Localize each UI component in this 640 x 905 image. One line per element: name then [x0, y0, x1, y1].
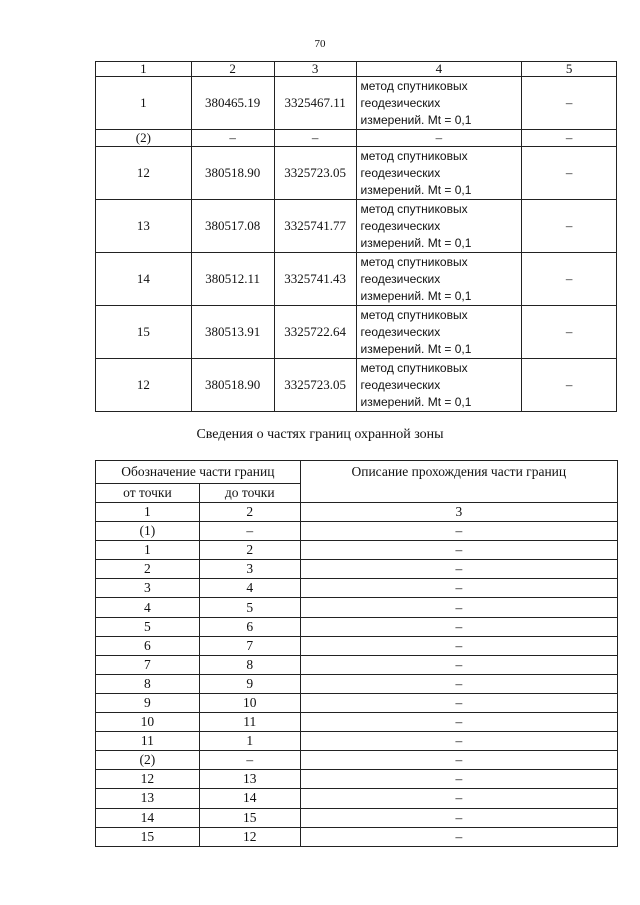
- table-row: [96, 77, 617, 130]
- table-row: [96, 130, 617, 147]
- from-point: 5: [96, 617, 200, 636]
- column-header: 4: [356, 62, 522, 77]
- coordinate-y: 3325467.11: [274, 77, 356, 130]
- boundary-description: –: [300, 789, 617, 808]
- table-row: [96, 541, 618, 560]
- to-point: 15: [199, 808, 300, 827]
- coordinate-x: 380465.19: [191, 77, 274, 130]
- boundary-description: –: [300, 522, 617, 541]
- coordinate-x: 380512.11: [191, 253, 274, 306]
- boundary-description: –: [300, 560, 617, 579]
- boundary-description: –: [300, 674, 617, 693]
- point-number: 14: [96, 253, 192, 306]
- coordinate-x: 380518.90: [191, 359, 274, 412]
- table-header-row: [96, 62, 617, 77]
- accuracy-note: –: [522, 253, 617, 306]
- table-row: [96, 655, 618, 674]
- coordinate-y: 3325741.77: [274, 200, 356, 253]
- table-row: [96, 253, 617, 306]
- determination-method: [356, 253, 522, 306]
- boundary-description: –: [300, 693, 617, 712]
- section-title: Сведения о частях границ охранной зоны: [196, 427, 444, 442]
- to-point: –: [199, 522, 300, 541]
- from-point: (1): [96, 522, 200, 541]
- method-line: метод спутниковых: [360, 360, 468, 375]
- point-number: 12: [96, 359, 192, 412]
- point-number: 12: [96, 147, 192, 200]
- table-row: [96, 579, 618, 598]
- method-line: измерений. Mt = 0,1: [360, 112, 472, 127]
- point-number: 13: [96, 200, 192, 253]
- table-row: [96, 598, 618, 617]
- coordinate-x: 380518.90: [191, 147, 274, 200]
- method-line: метод спутниковых: [360, 78, 468, 93]
- column-number-row: [96, 503, 618, 522]
- coordinate-y: 3325741.43: [274, 253, 356, 306]
- from-point: 4: [96, 598, 200, 617]
- from-point: 15: [96, 827, 200, 846]
- determination-method: [356, 147, 522, 200]
- boundary-description: –: [300, 770, 617, 789]
- boundary-description: –: [300, 598, 617, 617]
- method-line: измерений. Mt = 0,1: [360, 288, 472, 303]
- boundary-description: –: [300, 636, 617, 655]
- header-to-point: до точки: [199, 484, 300, 503]
- determination-method: [356, 306, 522, 359]
- from-point: 12: [96, 770, 200, 789]
- table-row: [96, 713, 618, 732]
- boundary-description: –: [300, 732, 617, 751]
- table-row: [96, 147, 617, 200]
- method-line: геодезических: [360, 324, 441, 339]
- method-line: геодезических: [360, 95, 441, 110]
- to-point: 7: [199, 636, 300, 655]
- from-point: 10: [96, 713, 200, 732]
- to-point: 2: [199, 541, 300, 560]
- table-row: [96, 693, 618, 712]
- boundary-description: –: [300, 827, 617, 846]
- accuracy-note: –: [522, 359, 617, 412]
- table-row: [96, 751, 618, 770]
- boundary-parts-table: [95, 460, 618, 847]
- to-point: 9: [199, 674, 300, 693]
- page-number: 70: [314, 38, 326, 50]
- table-row: [96, 522, 618, 541]
- from-point: 13: [96, 789, 200, 808]
- coordinate-y: 3325723.05: [274, 147, 356, 200]
- coordinate-y: –: [274, 130, 356, 147]
- table-row: [96, 636, 618, 655]
- determination-method: [356, 77, 522, 130]
- table-row: [96, 359, 617, 412]
- header-boundary-description: Описание прохождения части границ: [300, 461, 617, 503]
- coordinate-x: 380517.08: [191, 200, 274, 253]
- method-line: геодезических: [360, 377, 441, 392]
- table-row: [96, 617, 618, 636]
- point-number: 15: [96, 306, 192, 359]
- method-line: –: [435, 130, 443, 145]
- boundary-description: –: [300, 751, 617, 770]
- to-point: 3: [199, 560, 300, 579]
- method-line: геодезических: [360, 165, 441, 180]
- column-number: 2: [199, 503, 300, 522]
- header-from-point: от точки: [96, 484, 200, 503]
- column-header: 5: [522, 62, 617, 77]
- accuracy-note: –: [522, 130, 617, 147]
- table-row: [96, 789, 618, 808]
- table-header-row: [96, 461, 618, 484]
- to-point: 5: [199, 598, 300, 617]
- column-number: 1: [96, 503, 200, 522]
- coordinate-y: 3325723.05: [274, 359, 356, 412]
- coordinates-table: [95, 61, 617, 412]
- method-line: измерений. Mt = 0,1: [360, 394, 472, 409]
- to-point: 10: [199, 693, 300, 712]
- accuracy-note: –: [522, 147, 617, 200]
- method-line: измерений. Mt = 0,1: [360, 341, 472, 356]
- from-point: 11: [96, 732, 200, 751]
- from-point: 1: [96, 541, 200, 560]
- column-header: 1: [96, 62, 192, 77]
- table-row: [96, 808, 618, 827]
- method-line: геодезических: [360, 218, 441, 233]
- from-point: 3: [96, 579, 200, 598]
- point-number: 1: [96, 77, 192, 130]
- to-point: 14: [199, 789, 300, 808]
- to-point: 8: [199, 655, 300, 674]
- header-boundary-designation: Обозначение части границ: [96, 461, 301, 484]
- determination-method: [356, 130, 522, 147]
- to-point: 13: [199, 770, 300, 789]
- table-row: [96, 200, 617, 253]
- method-line: геодезических: [360, 271, 441, 286]
- from-point: 2: [96, 560, 200, 579]
- column-number: 3: [300, 503, 617, 522]
- table-row: [96, 306, 617, 359]
- coordinate-y: 3325722.64: [274, 306, 356, 359]
- from-point: 14: [96, 808, 200, 827]
- method-line: метод спутниковых: [360, 201, 468, 216]
- accuracy-note: –: [522, 306, 617, 359]
- method-line: измерений. Mt = 0,1: [360, 235, 472, 250]
- boundary-description: –: [300, 808, 617, 827]
- to-point: 11: [199, 713, 300, 732]
- accuracy-note: –: [522, 200, 617, 253]
- table-row: [96, 674, 618, 693]
- accuracy-note: –: [522, 77, 617, 130]
- coordinate-x: –: [191, 130, 274, 147]
- table-row: [96, 827, 618, 846]
- coordinate-x: 380513.91: [191, 306, 274, 359]
- determination-method: [356, 200, 522, 253]
- to-point: –: [199, 751, 300, 770]
- to-point: 6: [199, 617, 300, 636]
- table-row: [96, 732, 618, 751]
- boundary-description: –: [300, 713, 617, 732]
- boundary-description: –: [300, 579, 617, 598]
- method-line: измерений. Mt = 0,1: [360, 182, 472, 197]
- from-point: 6: [96, 636, 200, 655]
- method-line: метод спутниковых: [360, 307, 468, 322]
- determination-method: [356, 359, 522, 412]
- to-point: 12: [199, 827, 300, 846]
- to-point: 1: [199, 732, 300, 751]
- from-point: 7: [96, 655, 200, 674]
- boundary-description: –: [300, 541, 617, 560]
- method-line: метод спутниковых: [360, 254, 468, 269]
- from-point: 8: [96, 674, 200, 693]
- to-point: 4: [199, 579, 300, 598]
- method-line: метод спутниковых: [360, 148, 468, 163]
- column-header: 2: [191, 62, 274, 77]
- column-header: 3: [274, 62, 356, 77]
- boundary-description: –: [300, 655, 617, 674]
- table-row: [96, 770, 618, 789]
- boundary-description: –: [300, 617, 617, 636]
- from-point: 9: [96, 693, 200, 712]
- from-point: (2): [96, 751, 200, 770]
- point-number: (2): [96, 130, 192, 147]
- table-row: [96, 560, 618, 579]
